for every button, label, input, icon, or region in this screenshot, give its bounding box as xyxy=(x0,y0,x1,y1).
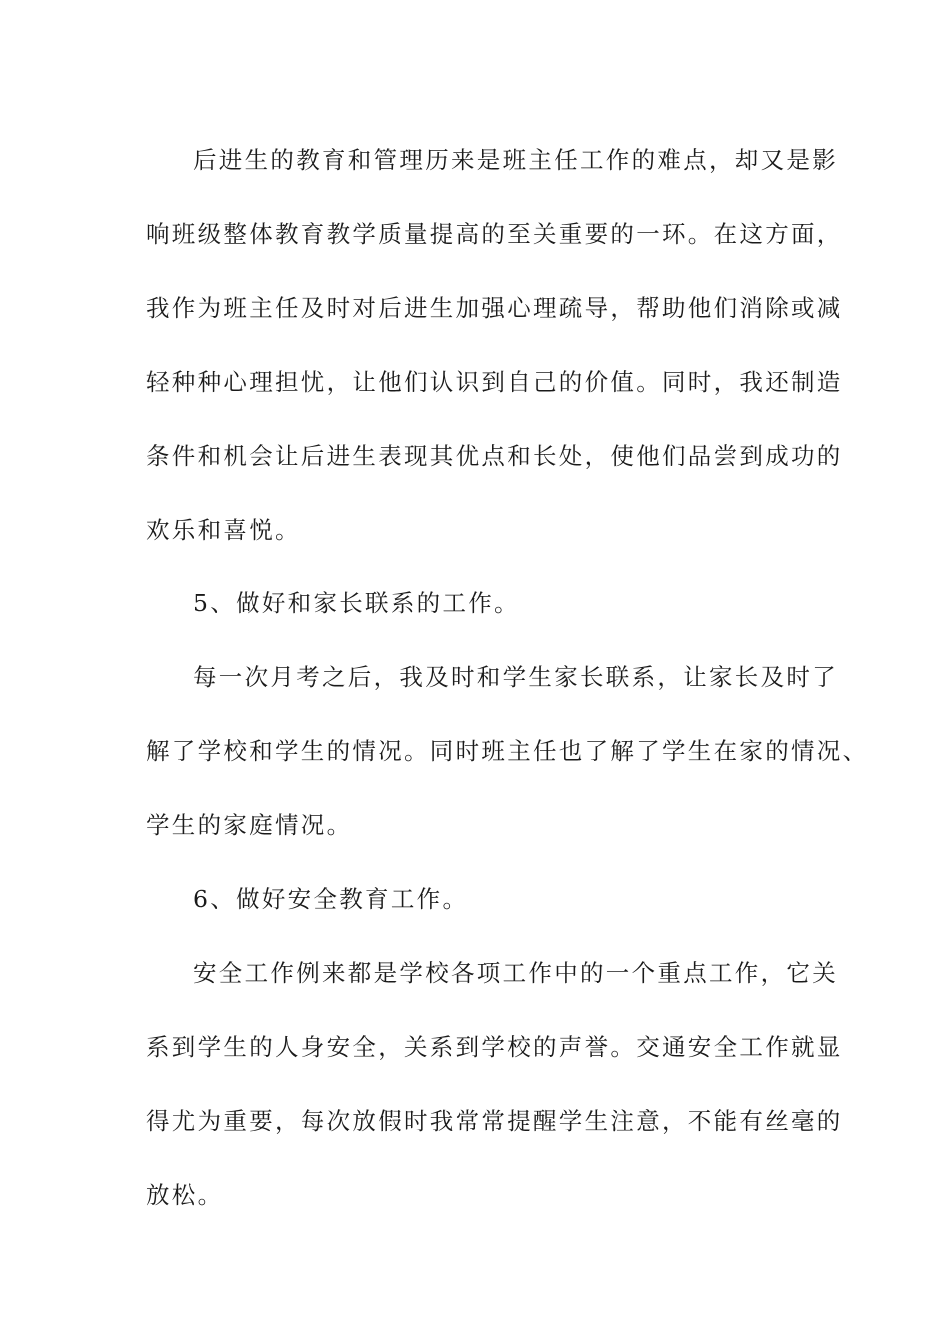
text-line: 放松。 xyxy=(146,1180,224,1209)
text-line: 学生的家庭情况。 xyxy=(146,811,353,840)
text-line: 解了学校和学生的情况。同时班主任也了解了学生在家的情况、 xyxy=(146,737,869,766)
text-line: 轻种种心理担忧，让他们认识到自己的价值。同时，我还制造 xyxy=(146,367,843,396)
text-line: 每一次月考之后，我及时和学生家长联系，让家长及时了 xyxy=(193,663,838,692)
paragraph-safety-education xyxy=(146,937,843,1233)
heading-text: 5、做好和家长联系的工作。 xyxy=(193,589,520,618)
text-line: 条件和机会让后进生表现其优点和长处，使他们品尝到成功的 xyxy=(146,441,843,470)
paragraph-parent-contact xyxy=(146,641,869,863)
text-line: 得尤为重要，每次放假时我常常提醒学生注意，不能有丝毫的 xyxy=(146,1106,843,1135)
heading-text: 6、做好安全教育工作。 xyxy=(193,885,469,914)
section-heading-parent-contact xyxy=(146,567,816,641)
section-heading-safety-education xyxy=(146,863,816,937)
text-line: 后进生的教育和管理历来是班主任工作的难点，却又是影 xyxy=(193,146,838,174)
text-line: 我作为班主任及时对后进生加强心理疏导，帮助他们消除或减 xyxy=(146,293,843,322)
document-body xyxy=(146,124,869,1233)
text-line: 安全工作例来都是学校各项工作中的一个重点工作，它关 xyxy=(193,958,838,987)
paragraph-underachiever-guidance xyxy=(146,124,843,567)
text-line: 系到学生的人身安全，关系到学校的声誉。交通安全工作就显 xyxy=(146,1032,843,1061)
text-line: 欢乐和喜悦。 xyxy=(146,515,301,544)
text-line: 响班级整体教育教学质量提高的至关重要的一环。在这方面， xyxy=(146,219,843,248)
